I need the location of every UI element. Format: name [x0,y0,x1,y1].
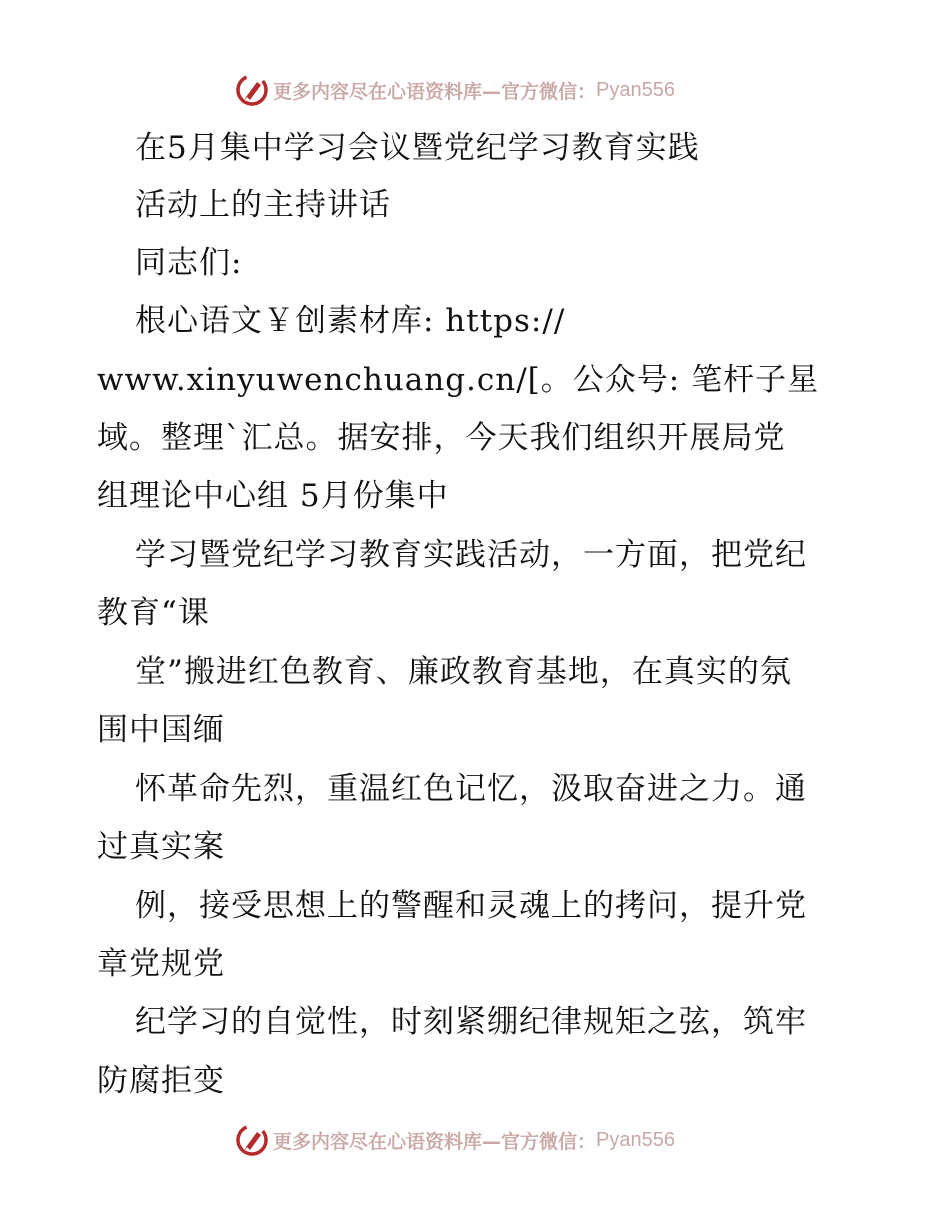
banner-wechat-id: Pyan556 [596,1128,675,1151]
text-line: 章党规党 [97,946,225,982]
text-line: 过真实案 [97,829,225,865]
text-line: 纪学习的自觉性，时刻紧绷纪律规矩之弦，筑牢 [135,1004,807,1040]
text-line: 组理论中心组 5月份集中 [97,478,449,514]
pen-circle-logo-icon [235,73,269,107]
pen-circle-logo-icon [235,1123,269,1157]
footer-banner [235,1122,675,1158]
text-line: 堂”搬进红色教育、廉政教育基地，在真实的氛 [135,654,792,690]
salutation: 同志们: [135,245,243,281]
text-line: 教育“课 [97,595,210,631]
text-line: 域。整理`汇总。据安排，今天我们组织开展局党 [97,420,786,456]
banner-wechat-id: Pyan556 [596,78,675,101]
text-line: 围中国缅 [97,712,225,748]
header-banner [235,72,675,108]
text-line: 怀革命先烈，重温红色记忆，汲取奋进之力。通 [135,771,807,807]
text-line: 学习暨党纪学习教育实践活动，一方面，把党纪 [135,537,807,573]
title-line-2: 活动上的主持讲话 [135,187,391,223]
title-line-1: 在5月集中学习会议暨党纪学习教育实践 [135,130,700,166]
text-line: www.xinyuwenchuang.cn/[。公众号: 笔杆子星 [97,362,820,398]
text-line: 例，接受思想上的警醒和灵魂上的拷问，提升党 [135,888,807,924]
banner-text: 更多内容尽在心语资料库—官方微信： [273,80,597,103]
text-line: 防腐拒变 [97,1063,225,1099]
banner-text: 更多内容尽在心语资料库—官方微信： [273,1130,597,1153]
text-line: 根心语文￥创素材库: https:// [135,303,566,339]
